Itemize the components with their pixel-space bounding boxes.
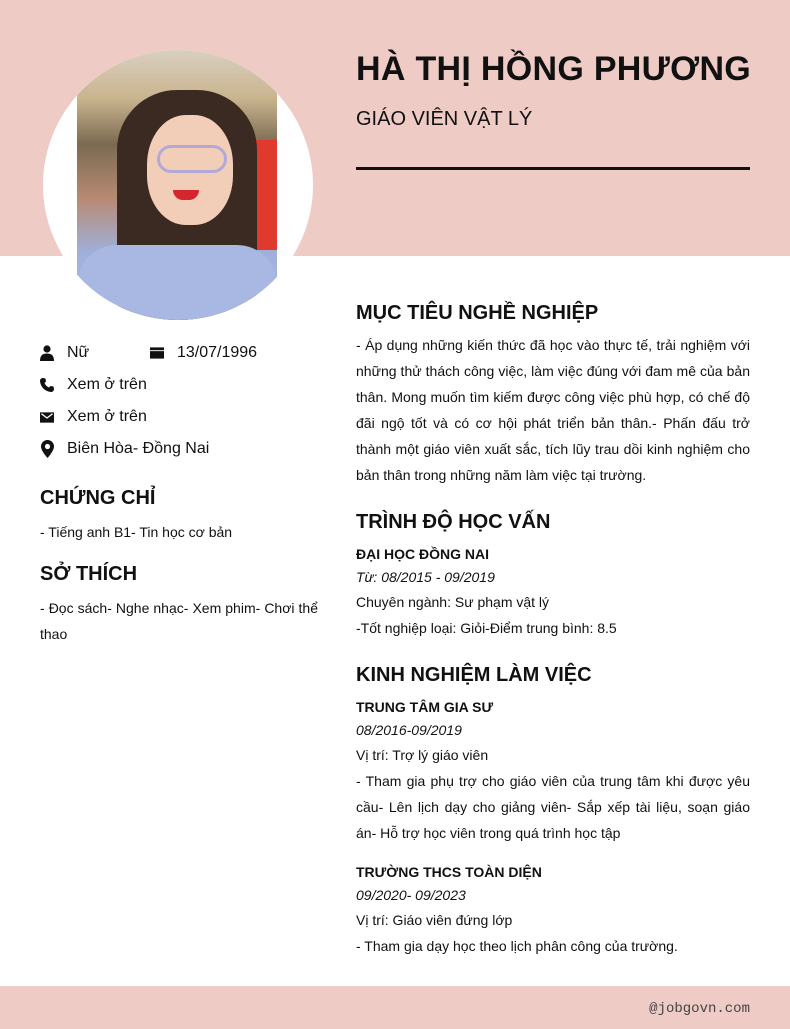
education-result: -Tốt nghiệp loại: Giỏi-Điểm trung bình: 8.5 [356, 620, 617, 636]
objective-title: MỤC TIÊU NGHỀ NGHIỆP [356, 302, 599, 324]
education-school: ĐẠI HỌC ĐỒNG NAI [356, 546, 489, 562]
profile-photo [77, 50, 277, 320]
email-value: Xem ở trên [67, 408, 147, 425]
phone-info [40, 374, 147, 396]
job-company: TRƯỜNG THCS TOÀN DIỆN [356, 864, 542, 880]
footer-watermark: @jobgovn.com [649, 1001, 750, 1017]
certificates-text: - Tiếng anh B1- Tin học cơ bản [40, 524, 233, 540]
gender-value: Nữ [67, 344, 90, 361]
candidate-name: HÀ THỊ HỒNG PHƯƠNG [356, 50, 752, 88]
email-info [40, 406, 147, 428]
education-title: TRÌNH ĐỘ HỌC VẤN [356, 511, 551, 533]
hobbies-text: - Đọc sách- Nghe nhạc- Xem phim- Chơi thể thao [40, 600, 318, 642]
certificates-title: CHỨNG CHỈ [40, 487, 156, 509]
education-major: Chuyên ngành: Sư phạm vật lý [356, 594, 550, 610]
phone-icon [40, 377, 54, 393]
education-period: Từ: 08/2015 - 09/2019 [356, 569, 495, 585]
location-pin-icon [40, 441, 54, 457]
address-info [40, 438, 209, 460]
calendar-icon [150, 345, 164, 361]
gender-info [40, 342, 89, 364]
job-period: 08/2016-09/2019 [356, 722, 462, 738]
address-value: Biên Hòa- Đồng Nai [67, 440, 210, 457]
job-company: TRUNG TÂM GIA SƯ [356, 699, 494, 715]
job-title: GIÁO VIÊN VẬT LÝ [356, 108, 533, 130]
avatar [43, 50, 313, 320]
job-position: Vị trí: Trợ lý giáo viên [356, 747, 489, 763]
job-description: - Tham gia dạy học theo lịch phân công của trường. [356, 938, 678, 954]
job-description: - Tham gia phụ trợ cho giáo viên của trung tâm khi được yêu cầu- Lên lịch dạy cho giảng viên- Sắp xếp tài liệu, soạn giáo án- Hỗ trợ học viên trong quá trình học tập [356, 773, 750, 841]
experience-title: KINH NGHIỆM LÀM VIỆC [356, 664, 592, 686]
birthday-info [150, 342, 257, 364]
birthday-value: 13/07/1996 [177, 344, 258, 361]
person-icon [40, 345, 54, 361]
mail-icon [40, 409, 54, 425]
job-position: Vị trí: Giáo viên đứng lớp [356, 912, 513, 928]
phone-value: Xem ở trên [67, 376, 147, 393]
objective-text: - Áp dụng những kiến thức đã học vào thực tế, trải nghiệm với những thử thách công việc, làm việc đúng với đam mê của bản thân. Mong muốn tìm kiếm được công việc phù hợp, có chế độ đãi ngộ tốt và có cơ hội phát triển bản thân.- Phấn đấu trở thành một giáo viên xuất sắc, tích lũy trau dồi kinh nghiệm cho bản thân trong những năm làm việc tại trường. [356, 337, 750, 483]
job-period: 09/2020- 09/2023 [356, 887, 466, 903]
header-divider [356, 167, 750, 170]
hobbies-title: SỞ THÍCH [40, 563, 138, 585]
